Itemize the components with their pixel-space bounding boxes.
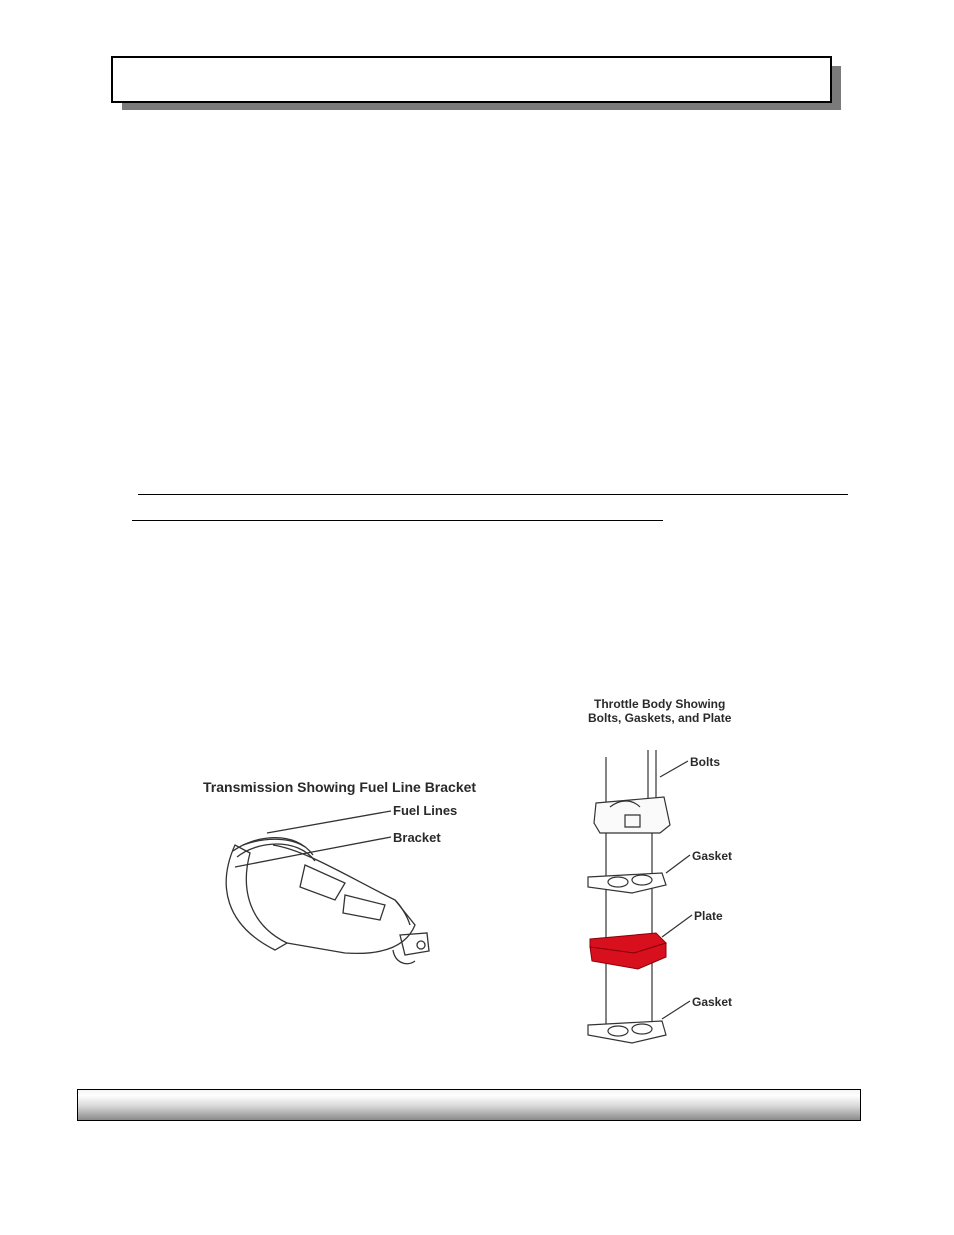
throttle-figure-title-line2: Bolts, Gaskets, and Plate	[588, 711, 732, 725]
throttle-figure-title-line1: Throttle Body Showing	[594, 697, 726, 711]
bolts-callout: Bolts	[690, 755, 720, 769]
gasket-bottom-callout: Gasket	[692, 995, 733, 1009]
transmission-figure-title: Transmission Showing Fuel Line Bracket	[203, 779, 477, 795]
throttle-body-figure	[570, 695, 770, 1055]
fuel-lines-callout: Fuel Lines	[393, 803, 458, 818]
transmission-figure	[195, 775, 495, 985]
plate-callout: Plate	[694, 909, 723, 923]
footer-bar	[77, 1089, 861, 1121]
throttle-drawing	[570, 695, 770, 1055]
gasket-top-callout: Gasket	[692, 849, 733, 863]
plate-part	[590, 933, 666, 969]
bracket-callout: Bracket	[393, 830, 441, 845]
blank-line	[132, 520, 663, 521]
transmission-drawing	[195, 775, 495, 985]
blank-line	[138, 494, 848, 495]
page-title-box	[111, 56, 832, 103]
